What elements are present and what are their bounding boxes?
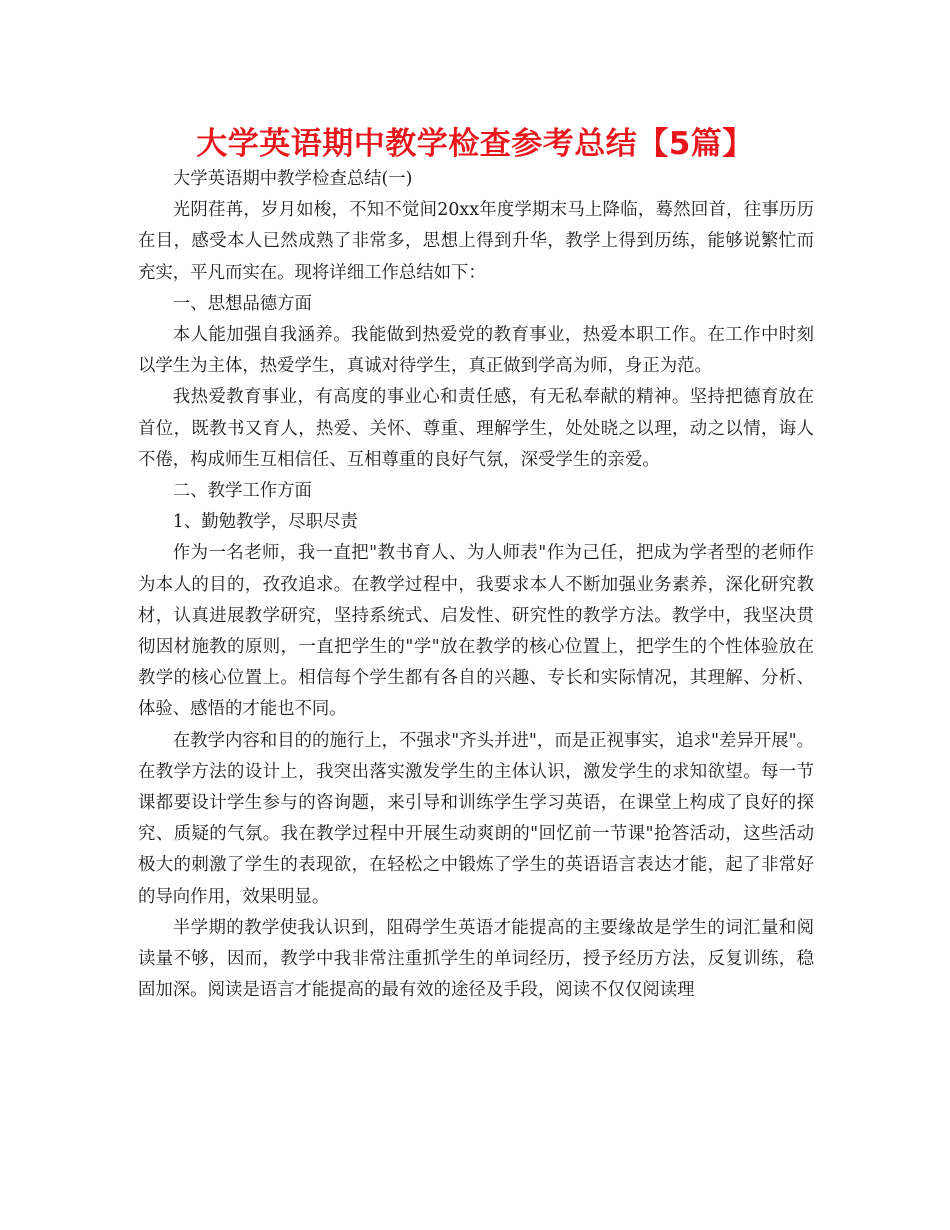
paragraph: 在教学内容和目的的施行上，不强求"齐头并进"，而是正视事实，追求"差异开展"。在教学方法的设计上，我突出落实激发学生的主体认识，激发学生的求知欲望。每一节课都要设计学生参与的咨询题，来引导和训练学生学习英语，在课堂上构成了良好的探究、质疑的气氛。我在教学过程中开展生动爽朗的"回忆前一节课"抢答活动，这些活动极大的刺激了学生的表现欲，在轻松之中锻炼了学生的英语语言表达才能，起了非常好的导向作用，效果明显。 <box>138 730 814 907</box>
document-body <box>138 164 814 1006</box>
subsection-heading: 1、勤勉教学，尽职尽责 <box>172 512 358 533</box>
document-title: 大学英语期中教学检查参考总结【5篇】 <box>196 126 754 162</box>
paragraph: 作为一名老师，我一直把"教书育人、为人师表"作为己任，把成为学者型的老师作为本人的目的，孜孜追求。在教学过程中，我要求本人不断加强业务素养，深化研究教材，认真进展教学研究，坚持系统式、启发性、研究性的教学方法。教学中，我坚决贯彻因材施教的原则，一直把学生的"学"放在教学的核心位置上，把学生的个性体验放在教学的核心位置上。相信每个学生都有各自的兴趣、专长和实际情况，其理解、分析、体验、感悟的才能也不同。 <box>138 543 814 720</box>
section-heading: 大学英语期中教学检查总结(一) <box>172 169 413 189</box>
section-heading: 二、教学工作方面 <box>172 481 312 502</box>
paragraph: 光阴荏苒，岁月如梭，不知不觉间20xx年度学期末马上降临，蓦然回首，往事历历在目，感受本人已然成熟了非常多，思想上得到升华，教学上得到历练，能够说繁忙而充实，平凡而实在。现将详细工作总结如下： <box>138 200 814 283</box>
paragraph: 我热爱教育事业，有高度的事业心和责任感，有无私奉献的精神。坚持把德育放在首位，既教书又育人，热爱、关怀、尊重、理解学生，处处晓之以理，动之以情，诲人不倦，构成师生互相信任、互相尊重的良好气氛，深受学生的亲爱。 <box>138 387 814 470</box>
section-heading: 一、思想品德方面 <box>172 293 312 314</box>
paragraph: 半学期的教学使我认识到，阻碍学生英语才能提高的主要缘故是学生的词汇量和阅读量不够，因而，教学中我非常注重抓学生的单词经历，授予经历方法，反复训练，稳固加深。阅读是语言才能提高的最有效的途径及手段，阅读不仅仅阅读理 <box>138 917 814 1001</box>
paragraph: 本人能加强自我涵养。我能做到热爱党的教育事业，热爱本职工作。在工作中时刻以学生为主体，热爱学生，真诚对待学生，真正做到学高为师，身正为范。 <box>138 325 814 377</box>
